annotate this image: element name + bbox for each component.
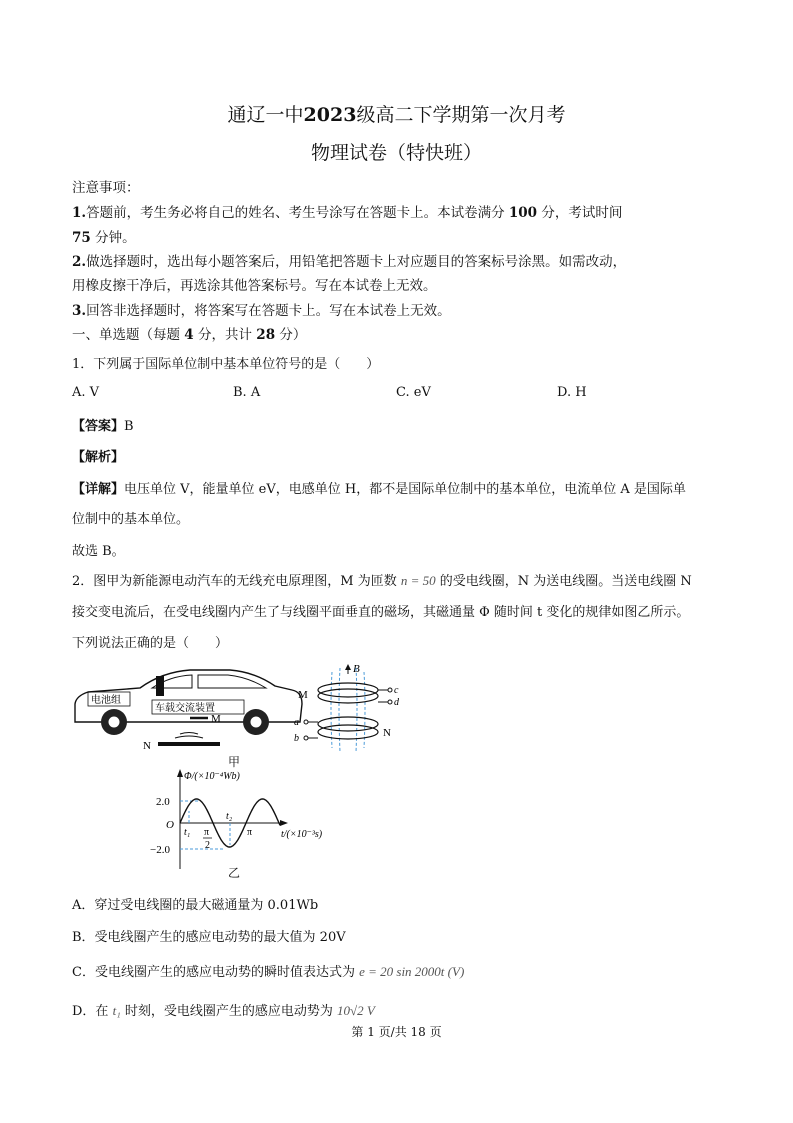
note-3: 3.回答非选择题时，将答案写在答题卡上。写在本试卷上无效。 bbox=[72, 303, 451, 319]
car-coil-m: M bbox=[211, 713, 221, 725]
q1-detail: 【详解】电压单位 V，能量单位 eV，电感单位 H，都不是国际单位制中的基本单位，电流单位 A 是国际单 bbox=[72, 482, 686, 497]
q1-stem: 1．下列属于国际单位制中基本单位符号的是（ ） bbox=[72, 357, 380, 372]
exam-subtitle: 物理试卷（特快班） bbox=[310, 142, 482, 164]
ground-coil-n: N bbox=[143, 740, 151, 752]
page-footer: 第 1 页/共 18 页 bbox=[351, 1025, 442, 1039]
note-2: 2.做选择题时，选出每小题答案后，用铅笔把答题卡上对应题目的答案标号涂黑。如需改动， bbox=[72, 254, 627, 270]
coil-n-label: N bbox=[383, 727, 391, 739]
figure-yi bbox=[150, 765, 350, 877]
coil-m-label: M bbox=[298, 689, 308, 701]
q2-stem-2: 接交变电流后，在受电线圈内产生了与线圈平面垂直的磁场，其磁通量 Φ 随时间 t 变化的规律如图乙所示。 bbox=[72, 605, 690, 620]
note-1: 1.答题前，考生务必将自己的姓名、考生号涂写在答题卡上。本试卷满分 100 分，考试时间 bbox=[72, 205, 623, 221]
y-tick-neg: −2.0 bbox=[150, 844, 170, 856]
figure-yi-caption: 乙 bbox=[228, 866, 241, 880]
q2-option-b: B．受电线圈产生的感应电动势的最大值为 20V bbox=[72, 930, 346, 945]
x-tick-pi-half-num: π bbox=[204, 827, 210, 838]
terminal-a: a bbox=[294, 717, 299, 728]
device-label: 车载交流装置 bbox=[155, 703, 215, 714]
x-tick-pi-half-den: 2 bbox=[205, 840, 210, 851]
q1-option-d: D. H bbox=[557, 385, 587, 400]
x-tick-pi: π bbox=[247, 827, 253, 838]
section-title: 一、单选题（每题 4 分，共计 28 分） bbox=[72, 327, 307, 343]
notes-label: 注意事项： bbox=[72, 180, 140, 196]
y-axis-label: Φ/(×10⁻⁴Wb) bbox=[184, 771, 240, 782]
figure-jia-caption: 甲 bbox=[228, 755, 241, 769]
q1-option-c: C. eV bbox=[396, 385, 431, 400]
x-axis-label: t/(×10⁻³s) bbox=[281, 829, 323, 840]
note-1-cont: 75 分钟。 bbox=[72, 230, 136, 246]
q2-option-d: D．在 t₁ 时刻，受电线圈产生的感应电动势为 10√2 V bbox=[72, 1003, 375, 1019]
terminal-b: b bbox=[294, 733, 299, 744]
q2-stem-1: 2．图甲为新能源电动汽车的无线充电原理图，M 为匝数 n = 50 的受电线圈，N 为送电线圈。当送电线圈 N bbox=[72, 573, 692, 589]
q2-option-c: C．受电线圈产生的感应电动势的瞬时值表达式为 e = 20 sin 2000t (V) bbox=[72, 964, 465, 980]
y-tick-pos: 2.0 bbox=[156, 796, 170, 808]
terminal-d: d bbox=[394, 697, 399, 708]
q1-answer: 【答案】B bbox=[72, 419, 134, 434]
q1-option-b: B. A bbox=[233, 385, 261, 400]
b-field-label: B bbox=[353, 663, 360, 675]
q2-option-a: A．穿过受电线圈的最大磁通量为 0.01Wb bbox=[72, 898, 319, 913]
coil-diagram bbox=[294, 663, 400, 752]
figure-jia bbox=[70, 660, 410, 765]
terminal-c: c bbox=[394, 685, 399, 696]
exam-title: 通辽一中2023级高二下学期第一次月考 bbox=[227, 104, 566, 126]
q2-stem-3: 下列说法正确的是（ ） bbox=[72, 636, 229, 651]
x-tick-t2: t₂ bbox=[226, 811, 233, 822]
car-pillar bbox=[156, 676, 164, 696]
car-window-rear bbox=[198, 675, 266, 688]
q1-option-a: A. V bbox=[72, 385, 100, 400]
charging-pad bbox=[158, 742, 220, 746]
origin-label: O bbox=[166, 819, 174, 831]
q1-conclusion: 故选 B。 bbox=[72, 544, 125, 559]
note-2-cont: 用橡皮擦干净后，再选涂其他答案标号。写在本试卷上无效。 bbox=[72, 278, 437, 294]
x-tick-t1: t₁ bbox=[184, 827, 191, 838]
q1-analysis-label: 【解析】 bbox=[72, 450, 125, 465]
battery-label: 电池组 bbox=[91, 695, 121, 706]
q1-detail-cont: 位制中的基本单位。 bbox=[72, 512, 190, 527]
